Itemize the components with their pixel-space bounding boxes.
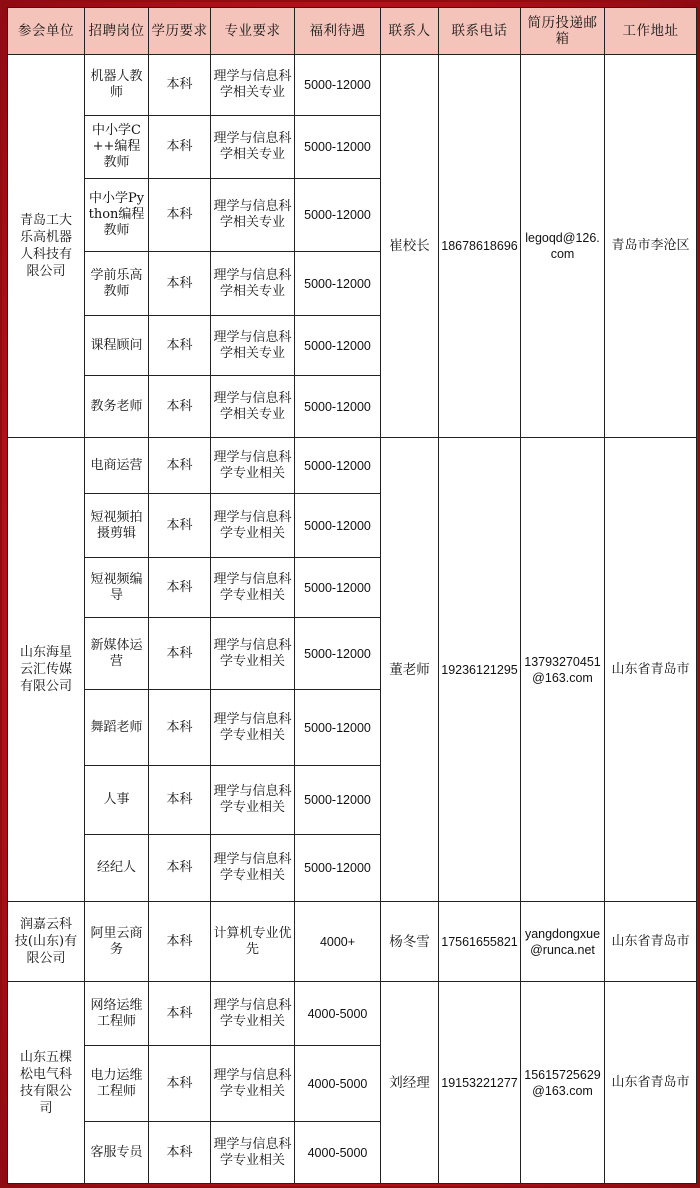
major-cell: 理学与信息科学专业相关 (211, 618, 295, 690)
education-cell: 本科 (149, 252, 211, 316)
salary-cell: 5000-12000 (295, 252, 381, 316)
work-address: 山东省青岛市 (605, 438, 697, 902)
salary-cell: 5000-12000 (295, 618, 381, 690)
resume-email: 13793270451@163.com (521, 438, 605, 902)
job-title: 短视频拍摄剪辑 (85, 494, 149, 558)
work-address: 山东省青岛市 (605, 982, 697, 1184)
job-title: 阿里云商务 (85, 902, 149, 982)
major-cell: 理学与信息科学相关专业 (211, 179, 295, 252)
job-title: 电商运营 (85, 438, 149, 494)
salary-cell: 5000-12000 (295, 766, 381, 835)
contact-person: 董老师 (381, 438, 439, 902)
salary-cell: 5000-12000 (295, 690, 381, 766)
education-cell: 本科 (149, 55, 211, 116)
header-major: 专业要求 (211, 8, 295, 55)
education-cell: 本科 (149, 558, 211, 618)
company-name: 青岛工大乐高机器人科技有限公司 (8, 55, 85, 438)
job-title: 教务老师 (85, 376, 149, 438)
header-row (8, 8, 697, 55)
job-title: 舞蹈老师 (85, 690, 149, 766)
contact-person: 崔校长 (381, 55, 439, 438)
education-cell: 本科 (149, 179, 211, 252)
major-cell: 理学与信息科学专业相关 (211, 558, 295, 618)
contact-person: 杨冬雪 (381, 902, 439, 982)
major-cell: 理学与信息科学相关专业 (211, 376, 295, 438)
major-cell: 理学与信息科学专业相关 (211, 494, 295, 558)
salary-cell: 5000-12000 (295, 438, 381, 494)
major-cell: 理学与信息科学专业相关 (211, 1046, 295, 1122)
job-title: 经纪人 (85, 835, 149, 902)
major-cell: 理学与信息科学相关专业 (211, 116, 295, 179)
table-row (8, 902, 697, 982)
salary-cell: 5000-12000 (295, 376, 381, 438)
contact-phone: 17561655821 (439, 902, 521, 982)
education-cell: 本科 (149, 376, 211, 438)
education-cell: 本科 (149, 316, 211, 376)
education-cell: 本科 (149, 766, 211, 835)
major-cell: 理学与信息科学相关专业 (211, 55, 295, 116)
job-title: 电力运维工程师 (85, 1046, 149, 1122)
salary-cell: 4000+ (295, 902, 381, 982)
resume-email: legoqd@126.com (521, 55, 605, 438)
contact-person: 刘经理 (381, 982, 439, 1184)
job-title: 客服专员 (85, 1122, 149, 1184)
recruitment-table (7, 7, 697, 1184)
major-cell: 理学与信息科学专业相关 (211, 438, 295, 494)
education-cell: 本科 (149, 494, 211, 558)
table-row (8, 982, 697, 1046)
education-cell: 本科 (149, 902, 211, 982)
company-name: 山东五棵松电气科技有限公司 (8, 982, 85, 1184)
education-cell: 本科 (149, 1122, 211, 1184)
salary-cell: 5000-12000 (295, 316, 381, 376)
job-title: 课程顾问 (85, 316, 149, 376)
header-phone: 联系电话 (439, 8, 521, 55)
major-cell: 理学与信息科学相关专业 (211, 316, 295, 376)
salary-cell: 5000-12000 (295, 179, 381, 252)
company-name: 山东海星云汇传媒有限公司 (8, 438, 85, 902)
job-title: 学前乐高教师 (85, 252, 149, 316)
header-salary: 福利待遇 (295, 8, 381, 55)
company-name: 润嘉云科技(山东)有限公司 (8, 902, 85, 982)
major-cell: 理学与信息科学专业相关 (211, 982, 295, 1046)
job-title: 中小学Python编程教师 (85, 179, 149, 252)
header-company: 参会单位 (8, 8, 85, 55)
education-cell: 本科 (149, 618, 211, 690)
education-cell: 本科 (149, 690, 211, 766)
education-cell: 本科 (149, 835, 211, 902)
salary-cell: 5000-12000 (295, 835, 381, 902)
major-cell: 理学与信息科学专业相关 (211, 690, 295, 766)
contact-phone: 18678618696 (439, 55, 521, 438)
header-email: 简历投递邮箱 (521, 8, 605, 55)
work-address: 山东省青岛市 (605, 902, 697, 982)
contact-phone: 19153221277 (439, 982, 521, 1184)
job-title: 中小学C++编程教师 (85, 116, 149, 179)
salary-cell: 4000-5000 (295, 982, 381, 1046)
major-cell: 理学与信息科学专业相关 (211, 835, 295, 902)
salary-cell: 4000-5000 (295, 1122, 381, 1184)
header-address: 工作地址 (605, 8, 697, 55)
job-title: 新媒体运营 (85, 618, 149, 690)
resume-email: yangdongxue@runca.net (521, 902, 605, 982)
header-education: 学历要求 (149, 8, 211, 55)
salary-cell: 5000-12000 (295, 494, 381, 558)
major-cell: 计算机专业优先 (211, 902, 295, 982)
salary-cell: 4000-5000 (295, 1046, 381, 1122)
major-cell: 理学与信息科学相关专业 (211, 252, 295, 316)
header-position: 招聘岗位 (85, 8, 149, 55)
salary-cell: 5000-12000 (295, 116, 381, 179)
salary-cell: 5000-12000 (295, 558, 381, 618)
education-cell: 本科 (149, 438, 211, 494)
job-title: 机器人教师 (85, 55, 149, 116)
major-cell: 理学与信息科学专业相关 (211, 1122, 295, 1184)
education-cell: 本科 (149, 982, 211, 1046)
contact-phone: 19236121295 (439, 438, 521, 902)
salary-cell: 5000-12000 (295, 55, 381, 116)
job-title: 人事 (85, 766, 149, 835)
job-title: 网络运维工程师 (85, 982, 149, 1046)
education-cell: 本科 (149, 1046, 211, 1122)
table-row (8, 55, 697, 116)
job-title: 短视频编导 (85, 558, 149, 618)
education-cell: 本科 (149, 116, 211, 179)
resume-email: 15615725629@163.com (521, 982, 605, 1184)
major-cell: 理学与信息科学专业相关 (211, 766, 295, 835)
work-address: 青岛市李沧区 (605, 55, 697, 438)
header-contact: 联系人 (381, 8, 439, 55)
table-row (8, 438, 697, 494)
